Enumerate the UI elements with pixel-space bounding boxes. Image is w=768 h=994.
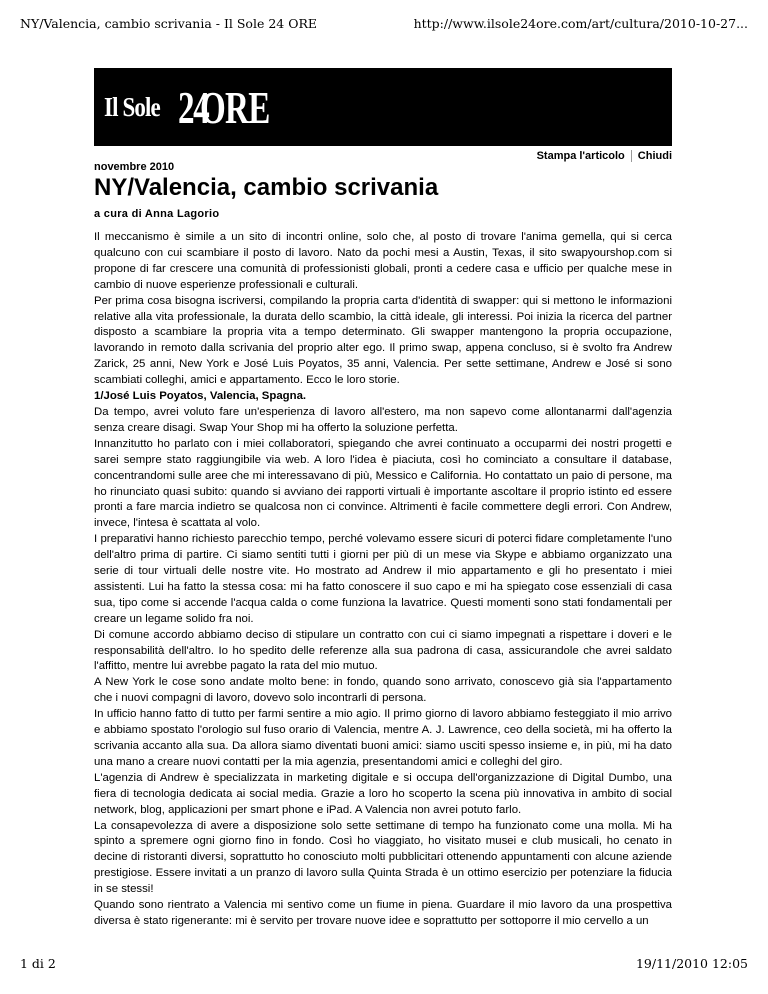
article-paragraph: Per prima cosa bisogna iscriversi, compilando la propria carta d'identità di swapper: qui si mettono le informazioni relative alla vita professionale, la durata dello scambio, la città ideale, gli interessi. Poi inizia la ricerca del partner disposto a scambiare la propria vita a tempo determinato. Gli swapper mantengono la propria occupazione, lavorando in remoto dalla scrivania del proprio alter ego. Il primo swap, appena concluso, si è svolto fra Andrew Zarick, 25 anni, New York e José Luis Poyatos, 35 anni, Valencia. Per sette settimane, Andrew e José si sono scambiati colleghi, amici e appartamento. Ecco le loro storie. [94,294,672,387]
print-header [20,16,748,34]
print-page-title: NY/Valencia, cambio scrivania - Il Sole 24 ORE [20,16,317,31]
print-footer [20,956,748,974]
logo-24: 24 [177,81,209,133]
actions-divider [631,150,632,162]
masthead [94,68,672,146]
article-paragraph: I preparativi hanno richiesto parecchio tempo, perché volevamo essere sicuri di poterci fidare completamente l'uno dell'altro prima di partire. Ci siamo sentiti tutti i giorni per più di un mese via Skype e abbiamo organizzato una serie di tour virtuali delle nostre vite. Ho mostrato ad Andrew il mio appartamento e gli ho presentato i miei assistenti. Lui ha fatto la stessa cosa: mi ha fatto conoscere il suo capo e mi ha spiegato cose essenziali di casa sua, tipo come si accende l'acqua calda o come funziona la lavatrice. Questi momenti sono stati fondamentali per creare un legame solido fra noi. [94,533,672,625]
article-author: a cura di Anna Lagorio [94,208,220,220]
article-paragraph: Il meccanismo è simile a un sito di incontri online, solo che, al posto di trovare l'anima gemella, qui si cerca qualcuno con cui scambiare il posto di lavoro. Nato da pochi mesi a Austin, Texas, il sito swapyourshop.com si propone di far crescere una comunità di professionisti globali, pronti a cedere casa e ufficio per qualche mese in cambio di nuove esperienze professionali e culturali. [94,231,672,291]
article-date: novembre 2010 [94,161,175,173]
article-paragraph: Di comune accordo abbiamo deciso di stipulare un contratto con cui ci siamo impegnati a rispettare i doveri e le responsabilità dell'altro. Io ho spedito delle referenze alla sua padrona di casa, assicurandole che avrei saldato l'affitto, mentre lui avrebbe pagato la rata del mio mutuo. [94,628,672,673]
print-article-link[interactable]: Stampa l'articolo [536,150,625,162]
article-paragraph: In ufficio hanno fatto di tutto per farmi sentire a mio agio. Il primo giorno di lavoro abbiamo festeggiato il mio arrivo e abbiamo spostato l'orologio sul fuso orario di Valencia, mentre A. J. Lawrence, ceo della società, mi ha offerto la scrivania accanto alla sua. Da allora siamo diventati buoni amici: siamo usciti spesso insieme e, in più, mi ha dato una mano a creare nuovi contatti per la mia agenzia, presentandomi amici e colleghi del giro. [94,708,672,768]
article-actions [537,150,672,162]
article-paragraph: A New York le cose sono andate molto bene: in fondo, quando sono arrivato, conoscevo già sia l'appartamento che i nuovi compagni di lavoro, dovevo solo incontrarli di persona. [94,676,672,705]
article-paragraph: Innanzitutto ho parlato con i miei collaboratori, spiegando che avrei continuato a occuparmi dei nostri progetti e sarei sempre stato raggiungibile via web. A loro l'idea è piaciuta, così ho cominciato a consultare il database, concentrandomi sulle aree che mi interessavano di più, Messico e California. Ho contattato un paio di persone, ma ho rinunciato quasi subito: quando si avviano dei rapporti virtuali è importante ascoltare il proprio istinto ed essere pronti a fare marcia indietro se qualcosa non ci convince. Altrimenti è facile commettere degli errori. Con Andrew, invece, l'intesa è scattata al volo. [94,437,672,530]
close-link[interactable]: Chiudi [637,150,672,162]
print-datetime: 19/11/2010 12:05 [635,956,748,971]
article-paragraph: Da tempo, avrei voluto fare un'esperienza di lavoro all'estero, ma non sapevo come allontanarmi dall'agenzia senza creare disagi. Swap Your Shop mi ha offerto la soluzione perfetta. [94,405,672,434]
print-url: http://www.ilsole24ore.com/art/cultura/2010-10-27... [413,16,748,31]
article-title: NY/Valencia, cambio scrivania [94,174,439,201]
article-paragraph: La consapevolezza di avere a disposizione solo sette settimane di tempo ha funzionato come una molla. Mi ha spinto a spremere ogni giorno fino in fondo. Così ho viaggiato, ho visitato musei e club musicali, ho cenato in decine di ristoranti diversi, soprattutto ho conosciuto molti pubblicitari ottenendo appuntamenti con alcune aziende prestigiose. Essere invitati a un pranzo di lavoro sulla Quinta Strada è un ottimo esercizio per potenziare la fiducia in se stessi! [94,819,672,896]
article-body [94,230,672,942]
article-subheading: 1/José Luis Poyatos, Valencia, Spagna. [94,390,307,403]
logo-ore: ORE [199,81,270,133]
article-paragraph: Quando sono rientrato a Valencia mi sentivo come un fiume in piena. Guardare il mio lavoro da una prospettiva diversa è stato rigenerante: mi è servito per trovare nuove idee e soprattutto per sottoporre il mio cervello a un [94,899,672,927]
article-paragraph: L'agenzia di Andrew è specializzata in marketing digitale e si occupa dell'organizzazione di Digital Dumbo, una fiera di tecnologia dedicata ai social media. Grazie a loro ho scoperto la scena più innovativa in ambito di social network, blog, applicazioni per smart phone e iPad. A Valencia non avrei potuto farlo. [94,771,672,816]
newspaper-logo [104,76,296,138]
logo-il-sole: Il Sole [104,91,160,122]
page-number: 1 di 2 [20,956,56,971]
